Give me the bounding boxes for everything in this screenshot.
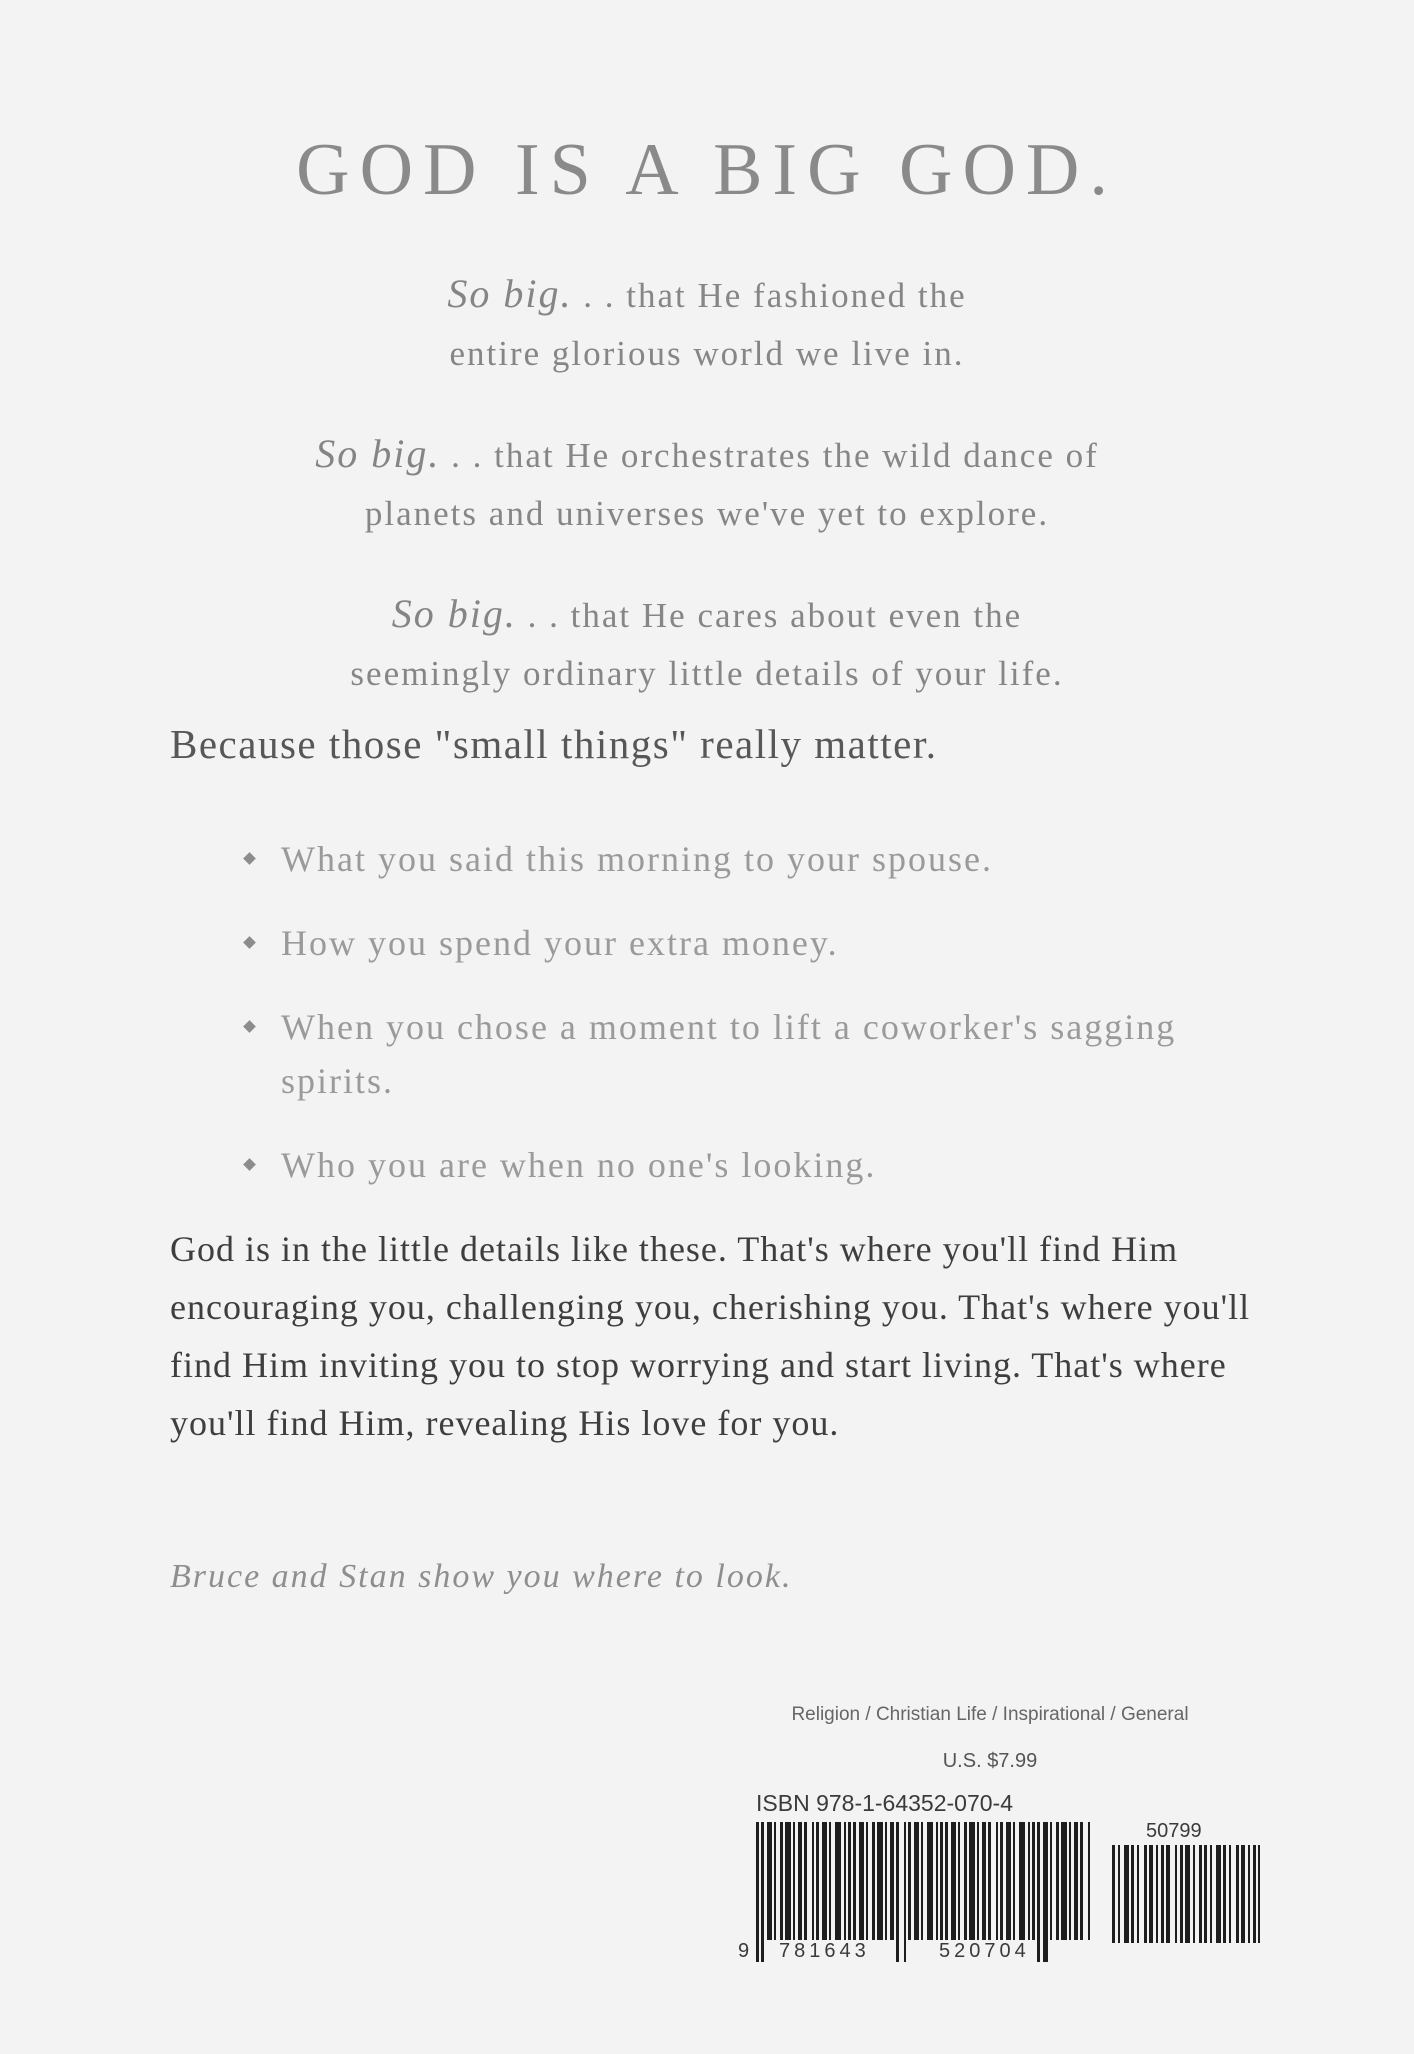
barcode-bar [829, 1822, 831, 1940]
barcode-bar [1144, 1845, 1147, 1943]
barcode-bar [1223, 1845, 1226, 1943]
barcode-bar [958, 1822, 960, 1940]
barcode-bar [1074, 1822, 1078, 1940]
headline: GOD IS A BIG GOD. [296, 129, 1118, 211]
barcode-bar [1210, 1845, 1212, 1943]
barcode-bar [1080, 1822, 1083, 1940]
barcode-bar [1131, 1845, 1134, 1943]
barcode-bar [1000, 1822, 1003, 1940]
barcode-bar [785, 1822, 791, 1940]
bullet-text: Who you are when no one's looking. [281, 1145, 877, 1185]
barcode-bar [1253, 1845, 1256, 1943]
barcode-bar [964, 1822, 967, 1940]
barcode-bar [885, 1822, 887, 1940]
barcode-bar [761, 1822, 764, 1962]
so-big-lead: So big. [447, 271, 573, 316]
book-category: Religion / Christian Life / Inspirational / General [791, 1704, 1189, 1725]
isbn-label: ISBN 978-1-64352-070-4 [756, 1790, 1013, 1816]
barcode-bar [798, 1822, 802, 1940]
book-price: U.S. $7.99 [942, 1750, 1038, 1772]
so-big-lead: So big. [315, 431, 441, 476]
barcode-bar [1069, 1822, 1071, 1940]
barcode-block [720, 1790, 1260, 1990]
barcode-bar [988, 1822, 991, 1940]
barcode-bar [866, 1822, 868, 1940]
barcode-bar [1088, 1822, 1090, 1940]
barcode-bar [896, 1822, 899, 1962]
barcode-bar [756, 1822, 759, 1962]
so-big-line2: planets and universes we've yet to explore. [364, 494, 1050, 533]
bullet-item [245, 916, 1245, 970]
barcode-bar [804, 1822, 807, 1940]
barcode-bar [774, 1822, 776, 1940]
barcode-bar [767, 1822, 772, 1940]
barcode-bar [1050, 1822, 1052, 1940]
barcode-bar [1056, 1822, 1059, 1940]
diamond-bullet-icon [243, 1158, 256, 1171]
barcode-bar [1124, 1845, 1129, 1943]
diamond-bullet-icon [243, 852, 256, 865]
body-paragraph: God is in the little details like these. That's where you'll find Him encouraging you, challenging you, cherishing you. That's where you'll find Him inviting you to stop worrying and start living. That's where you'll find Him, revealing His love for you. [170, 1229, 1251, 1443]
barcode-digit-group-1: 781643 [776, 1940, 873, 1963]
barcode-bar [927, 1822, 933, 1940]
barcode-bar [951, 1822, 956, 1940]
so-big-lead: So big. [391, 591, 517, 636]
barcode-bar [1061, 1822, 1067, 1940]
barcode-bar [1037, 1822, 1040, 1962]
barcode-bar [877, 1822, 883, 1940]
barcode-bar [908, 1822, 911, 1940]
so-big-paragraph-2 [0, 425, 1414, 543]
barcode-bar [996, 1822, 998, 1940]
barcode-bar [1156, 1845, 1158, 1943]
barcode-bar [859, 1822, 864, 1940]
barcode-bar [1137, 1845, 1139, 1943]
barcode-bar [848, 1822, 851, 1940]
because-statement: Because those "small things" really matter. [170, 721, 938, 767]
barcode-bar [1013, 1822, 1015, 1940]
barcode-bar [914, 1822, 919, 1940]
barcode-bar [844, 1822, 846, 1940]
barcode-bar [822, 1822, 827, 1940]
barcode-bar [921, 1822, 923, 1940]
barcode-bar [940, 1822, 943, 1940]
barcode-bar [835, 1822, 841, 1940]
barcode-bar [904, 1822, 906, 1962]
barcode-bar [793, 1822, 795, 1940]
so-big-paragraph-1 [0, 265, 1414, 383]
barcode-bar [1043, 1822, 1048, 1962]
barcode-addon-code: 50799 [1146, 1820, 1202, 1842]
barcode-bar [1199, 1845, 1202, 1943]
barcode-bar [1180, 1845, 1183, 1943]
barcode-lead-digit: 9 [738, 1940, 750, 1962]
barcode-bar [1175, 1845, 1177, 1943]
barcode-bar [890, 1822, 894, 1940]
barcode-bar [812, 1822, 814, 1940]
barcode-bar [977, 1822, 979, 1940]
barcode-addon-bars [1112, 1845, 1260, 1965]
barcode-bar [1204, 1845, 1207, 1943]
barcode-bar [1028, 1822, 1030, 1940]
diamond-bullet-icon [243, 936, 256, 949]
barcode-bar [1019, 1822, 1025, 1940]
so-big-rest: . . that He fashioned the [572, 276, 967, 315]
bullet-item [245, 1000, 1245, 1108]
barcode-bar [1248, 1845, 1250, 1943]
diamond-bullet-icon [243, 1020, 256, 1033]
barcode-bar [1032, 1822, 1035, 1940]
barcode-bar [1112, 1845, 1115, 1943]
so-big-line2: seemingly ordinary little details of your life. [350, 654, 1064, 693]
barcode-bar [982, 1822, 986, 1940]
barcode-bar [1216, 1845, 1221, 1943]
barcode-digit-group-2: 520704 [936, 1940, 1033, 1963]
so-big-line2: entire glorious world we live in. [449, 334, 965, 373]
tagline: Bruce and Stan show you where to look. [170, 1558, 793, 1595]
barcode-bar [945, 1822, 948, 1940]
barcode-bar [1241, 1845, 1245, 1943]
barcode-bar [936, 1822, 938, 1940]
barcode-bar [780, 1822, 783, 1940]
barcode-bar [1118, 1845, 1120, 1943]
barcode-bar [969, 1822, 975, 1940]
barcode-bar [1193, 1845, 1195, 1943]
barcode-bar [853, 1822, 856, 1940]
barcode-bar [1185, 1845, 1190, 1943]
barcode-bar [1006, 1822, 1011, 1940]
barcode-bar [1149, 1845, 1153, 1943]
bullet-list [245, 832, 1245, 1222]
barcode-bar [816, 1822, 819, 1940]
barcode-bar [1258, 1845, 1260, 1943]
barcode-bar [1166, 1845, 1170, 1943]
barcode-bar [1161, 1845, 1164, 1943]
barcode-bar [1229, 1845, 1231, 1943]
so-big-rest: . . that He cares about even the [516, 596, 1023, 635]
bullet-text: What you said this morning to your spouse. [281, 839, 993, 879]
so-big-paragraph-3 [0, 585, 1414, 703]
bullet-item [245, 1138, 1245, 1192]
bullet-text: When you chose a moment to lift a coworker's sagging spirits. [281, 1007, 1177, 1101]
bullet-item [245, 832, 1245, 886]
barcode-bar [1236, 1845, 1239, 1943]
so-big-rest: . . that He orchestrates the wild dance of [440, 436, 1099, 475]
barcode-bar [872, 1822, 875, 1940]
bullet-text: How you spend your extra money. [281, 923, 839, 963]
